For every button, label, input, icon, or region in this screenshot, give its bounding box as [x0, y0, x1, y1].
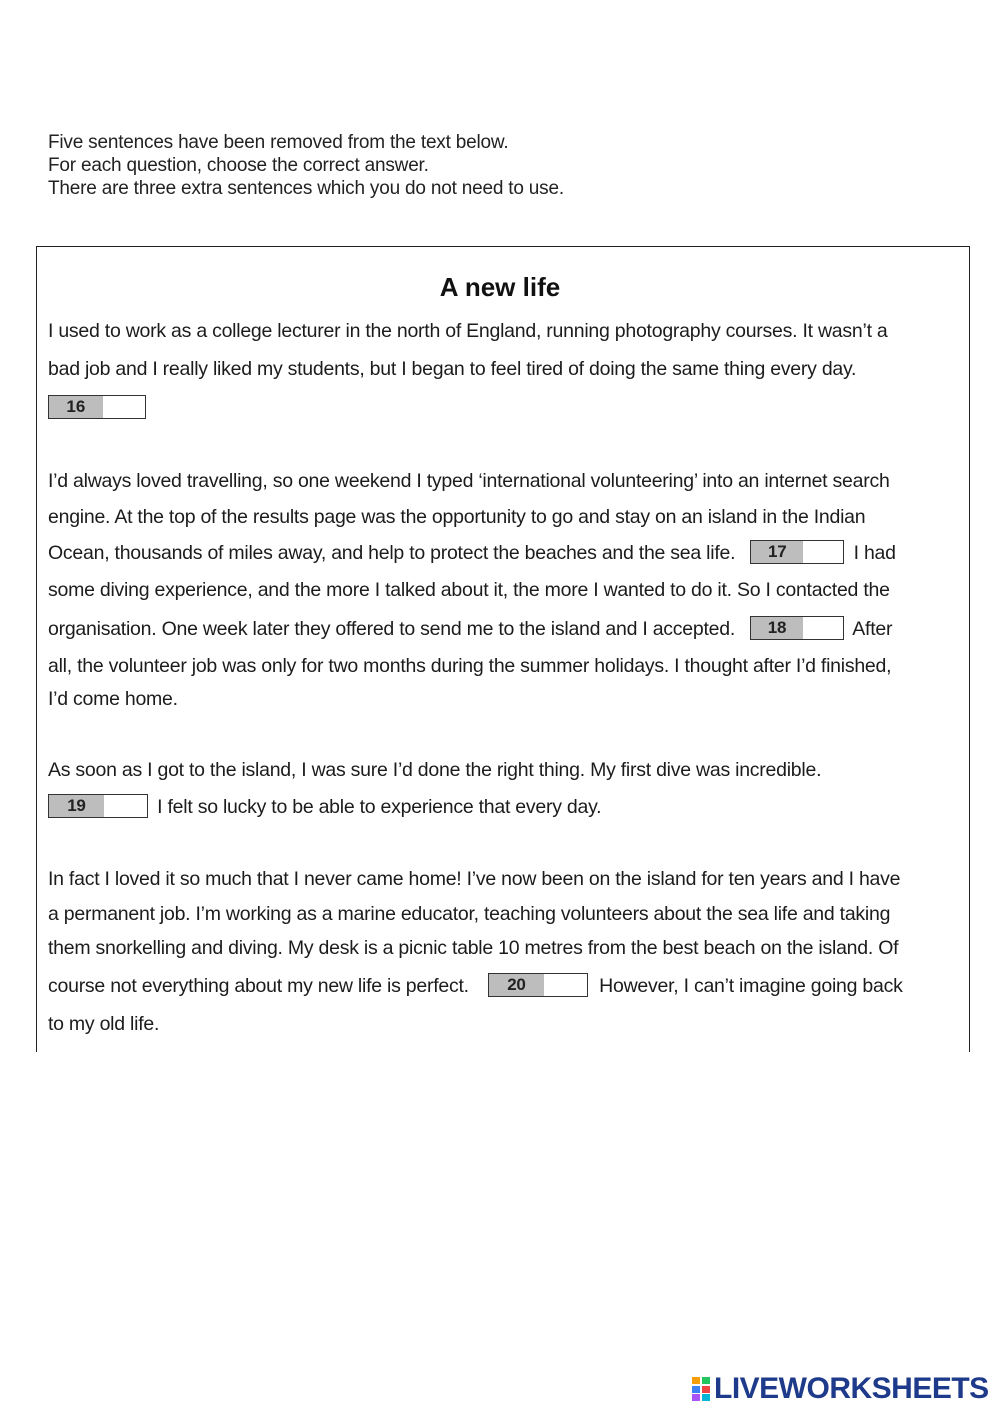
text-line [48, 688, 178, 711]
logo-icon-cell [692, 1386, 700, 1393]
gap-19-answer-box[interactable] [48, 794, 148, 818]
text-span: I used to work as a college lecturer in the north of England, running photography courses. It wasn’t a [48, 320, 888, 342]
gap-20-answer-box[interactable] [488, 973, 588, 997]
text-span: course not everything about my new life is perfect. [48, 975, 469, 998]
logo-icon-cell [692, 1377, 700, 1384]
liveworksheets-logo-icon [692, 1377, 710, 1401]
liveworksheets-logo-text: LIVEWORKSHEETS [714, 1372, 989, 1405]
text-span: to my old life. [48, 1013, 160, 1035]
text-line [48, 579, 890, 602]
text-line [48, 470, 890, 493]
gap-19-number: 19 [49, 795, 104, 817]
text-span: In fact I loved it so much that I never came home! I’ve now been on the island for ten years and I have [48, 868, 901, 890]
text-line [48, 975, 903, 999]
page-title: A new life [439, 272, 561, 302]
text-span: I’d always loved travelling, so one weekend I typed ‘international volunteering’ into an internet search [48, 470, 890, 492]
text-line [48, 506, 865, 529]
text-line [48, 320, 888, 343]
logo-icon-cell [702, 1377, 710, 1384]
text-line [48, 796, 601, 820]
gap-18-number: 18 [751, 617, 803, 639]
text-span: them snorkelling and diving. My desk is a picnic table 10 metres from the best beach on the island. Of [48, 937, 899, 959]
text-line [48, 655, 891, 678]
text-span: bad job and I really liked my students, but I began to feel tired of doing the same thing every day. [48, 358, 857, 380]
text-span: all, the volunteer job was only for two months during the summer holidays. I thought after I’d finished, [48, 655, 892, 677]
gap-18-answer-box[interactable] [750, 616, 844, 640]
gap-20-number: 20 [489, 974, 544, 996]
text-span: After [852, 618, 893, 641]
text-line [48, 618, 892, 642]
instruction-line: Five sentences have been removed from the text below. [48, 132, 509, 153]
text-span: engine. At the top of the results page was the opportunity to go and stay on an island in the Indian [48, 506, 866, 528]
text-line [48, 903, 890, 926]
text-line [48, 1013, 159, 1036]
text-line [48, 358, 856, 381]
text-span: However, I can’t imagine going back [599, 975, 903, 998]
text-line [48, 868, 900, 891]
logo-icon-cell [702, 1394, 710, 1401]
gap-16-number: 16 [49, 396, 103, 418]
logo-icon-cell [702, 1386, 710, 1393]
instruction-line: There are three extra sentences which you do not need to use. [48, 178, 564, 199]
gap-16-answer-box[interactable] [48, 395, 146, 419]
text-span: organisation. One week later they offered to send me to the island and I accepted. [48, 618, 736, 641]
text-line [48, 542, 896, 566]
text-line [48, 759, 821, 782]
logo-icon-cell [692, 1394, 700, 1401]
text-span: some diving experience, and the more I talked about it, the more I wanted to do it. So I contacted the [48, 579, 890, 601]
liveworksheets-logo[interactable] [692, 1374, 989, 1404]
text-span: I’d come home. [48, 688, 178, 710]
text-span: I felt so lucky to be able to experience that every day. [157, 796, 602, 819]
gap-17-number: 17 [751, 541, 803, 563]
text-span: Ocean, thousands of miles away, and help to protect the beaches and the sea life. [48, 542, 736, 565]
text-span: As soon as I got to the island, I was sure I’d done the right thing. My first dive was incredible. [48, 759, 822, 781]
text-line [48, 937, 898, 960]
text-span: I had [853, 542, 896, 565]
instruction-line: For each question, choose the correct answer. [48, 155, 429, 176]
gap-17-answer-box[interactable] [750, 540, 844, 564]
text-span: a permanent job. I’m working as a marine educator, teaching volunteers about the sea life and taking [48, 903, 891, 925]
instructions [48, 131, 564, 200]
